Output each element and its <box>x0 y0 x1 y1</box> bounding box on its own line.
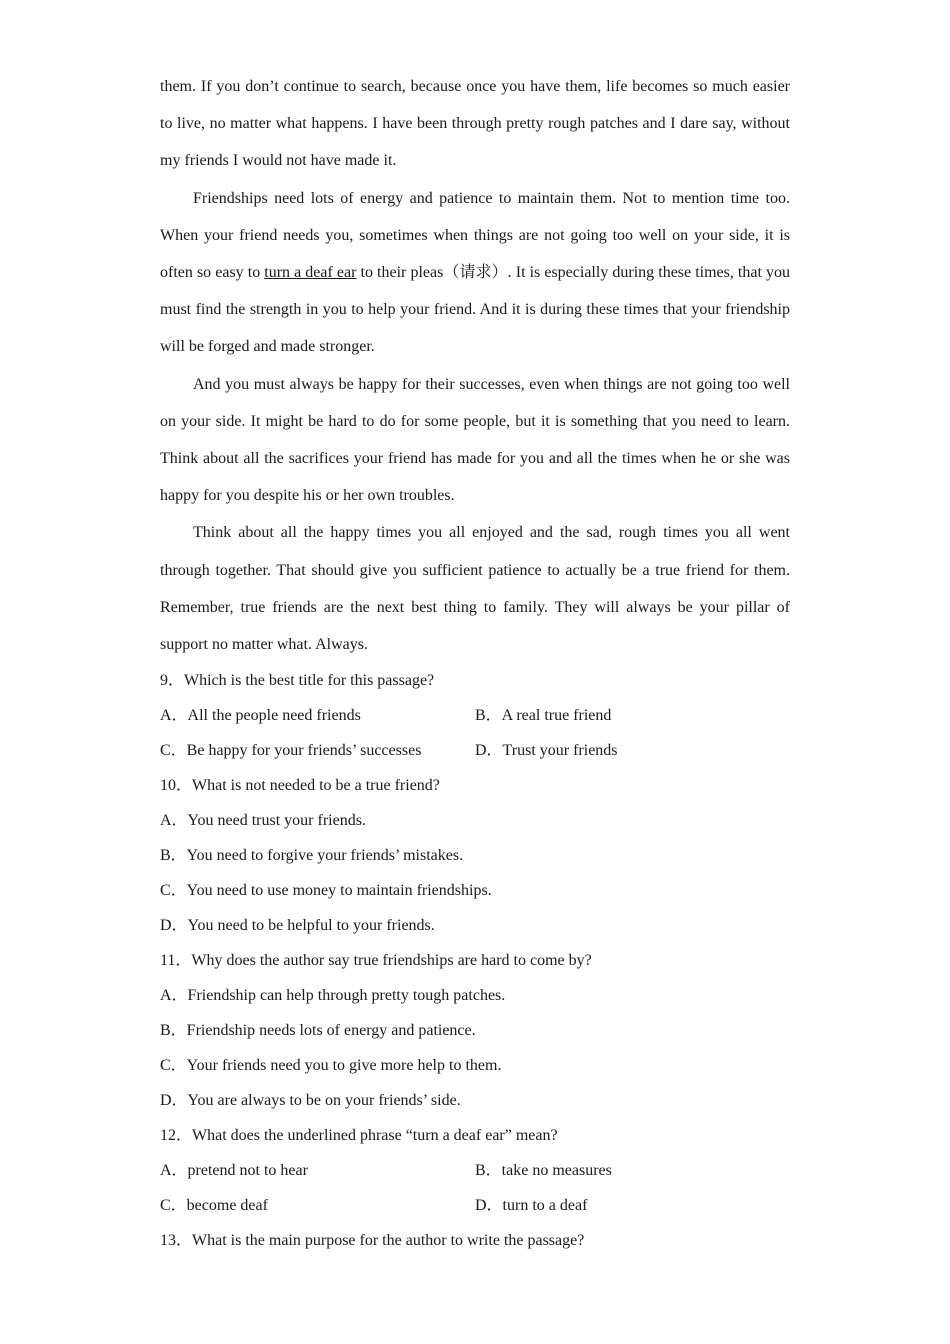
question-12-option-a: A．pretend not to hear <box>160 1162 308 1180</box>
question-12-options-row-1 <box>160 1153 790 1188</box>
question-9-stem: 9．Which is the best title for this passage? <box>160 672 435 690</box>
passage-paragraph-4: Think about all the happy times you all enjoyed and the sad, rough times you all went through together. That should give you sufficient patience to actually be a true friend for them. Remember, true friends are the next best thing to family. They will always be your pillar of support no matter what. Always. <box>160 524 790 654</box>
document-page <box>160 68 790 1258</box>
question-12-option-d: D．turn to a deaf <box>475 1197 588 1215</box>
underlined-phrase: turn a deaf ear <box>264 264 357 282</box>
question-11-stem: 11．Why does the author say true friendships are hard to come by? <box>160 952 592 970</box>
question-10-option-b: B．You need to forgive your friends’ mistakes. <box>160 847 464 865</box>
question-9-options-row-1 <box>160 698 790 733</box>
question-13-stem: 13．What is the main purpose for the author to write the passage? <box>160 1232 585 1250</box>
question-11-option-c: C．Your friends need you to give more help to them. <box>160 1057 502 1075</box>
question-11-option-a: A．Friendship can help through pretty tough patches. <box>160 987 506 1005</box>
question-10-option-d: D．You need to be helpful to your friends. <box>160 917 435 935</box>
question-10-option-a: A．You need trust your friends. <box>160 812 366 830</box>
passage-paragraph-2 <box>160 180 790 366</box>
passage-paragraph-3: And you must always be happy for their successes, even when things are not going too well on your side. It might be hard to do for some people, but it is something that you need to learn. Think about all the sacrifices your friend has made for you and all the times when he or she was happy for you despite his or her own troubles. <box>160 375 790 505</box>
question-11-option-d: D．You are always to be on your friends’ side. <box>160 1092 461 1110</box>
question-12-options-row-2 <box>160 1188 790 1223</box>
question-9-option-c: C．Be happy for your friends’ successes <box>160 742 422 760</box>
question-10-option-c: C．You need to use money to maintain friendships. <box>160 882 492 900</box>
passage-paragraph-1: them. If you don’t continue to search, because once you have them, life becomes so much easier to live, no matter what happens. I have been through pretty rough patches and I dare say, without my friends I would not have made it. <box>160 78 790 170</box>
question-12-option-c: C．become deaf <box>160 1197 268 1215</box>
question-12-stem: 12．What does the underlined phrase “turn a deaf ear” mean? <box>160 1127 558 1145</box>
question-11-option-b: B．Friendship needs lots of energy and patience. <box>160 1022 476 1040</box>
question-12-option-b: B．take no measures <box>475 1162 612 1180</box>
question-9-option-d: D．Trust your friends <box>475 742 618 760</box>
question-9-option-a: A．All the people need friends <box>160 707 361 725</box>
paragraph-2-text-end: to their pleas（请求）. It is especially during these times, that you must find the strength in you to help your friend. And it is during these times that your friendship will be forged and made stronger. <box>160 264 790 356</box>
question-10-stem: 10．What is not needed to be a true friend? <box>160 777 440 795</box>
question-9-option-b: B．A real true friend <box>475 707 612 725</box>
paragraph-2-text-start: Friendships need lots of energy and patience to maintain them. Not to mention time too. When your friend needs you, sometimes when things are not going too well on your side, it is often so easy to <box>160 189 790 282</box>
question-9-options-row-2 <box>160 733 790 768</box>
